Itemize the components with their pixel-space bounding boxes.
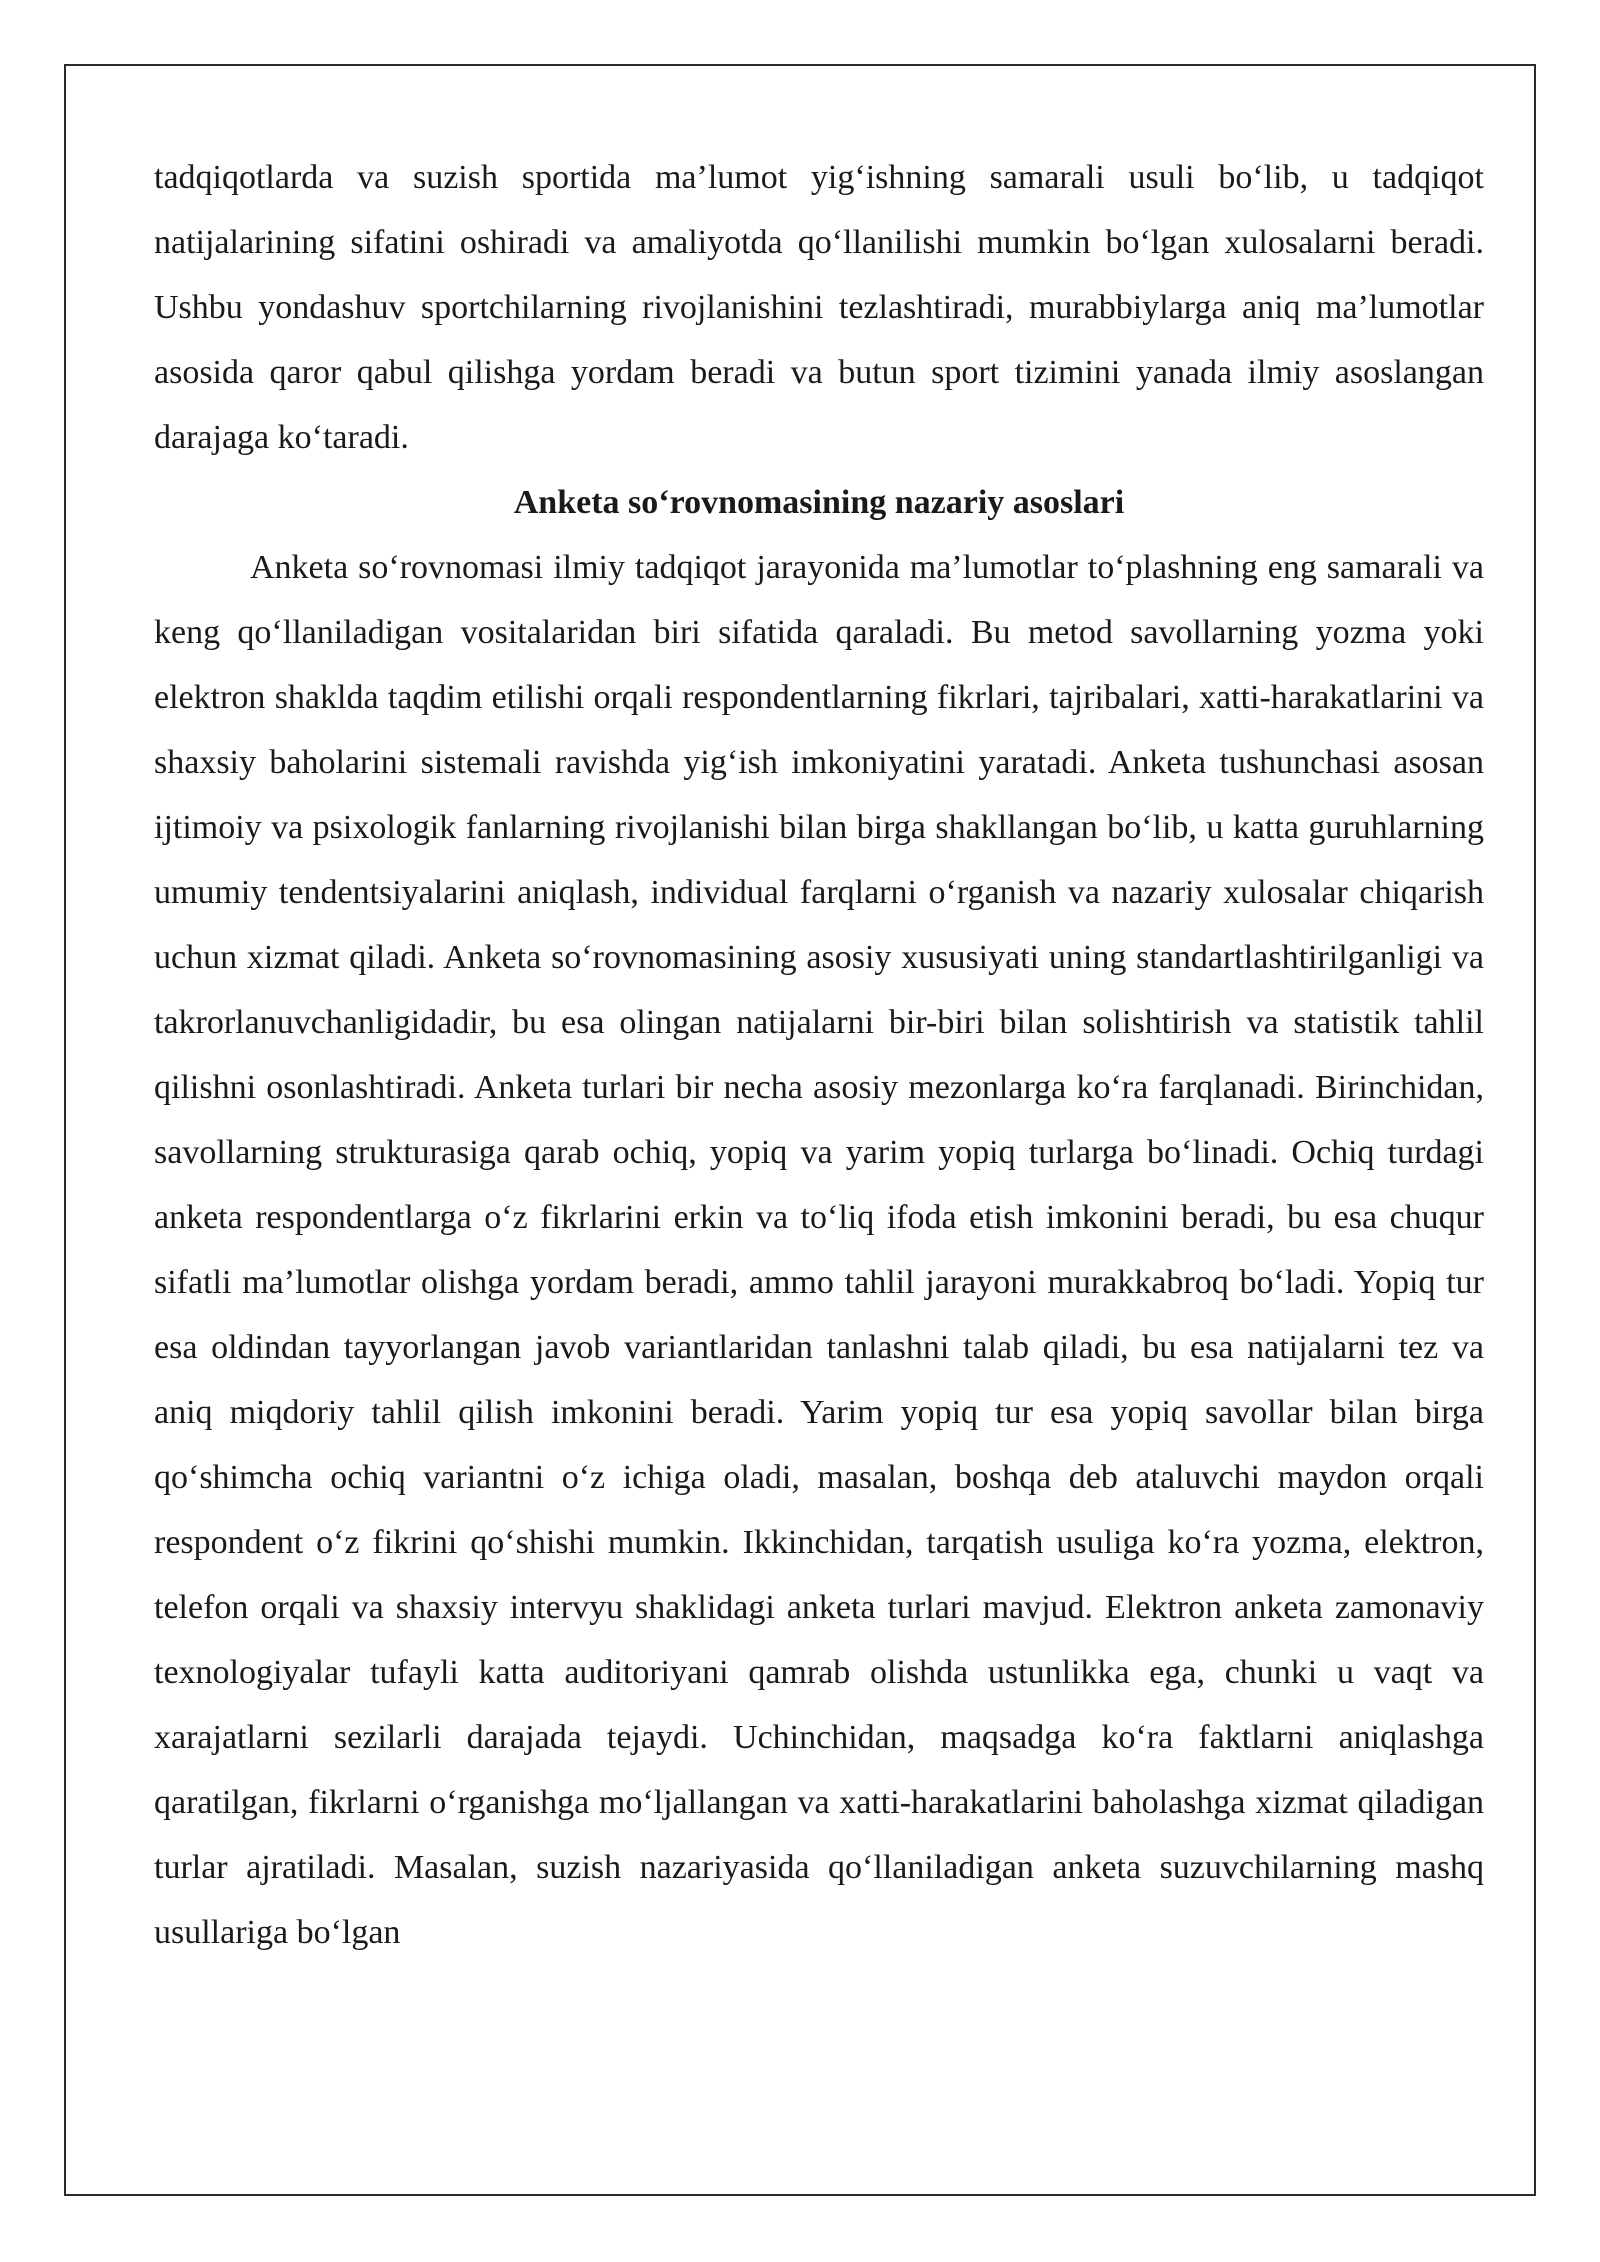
main-paragraph: Anketa so‘rovnomasi ilmiy tadqiqot jarayonida ma’lumotlar to‘plashning eng samarali va keng qo‘llaniladigan vositalaridan biri sifatida qaraladi. Bu metod savollarning yozma yoki elektron shaklda taqdim etilishi orqali respondentlarning fikrlari, tajribalari, xatti-harakatlarini va shaxsiy baholarini sistemali ravishda yig‘ish imkoniyatini yaratadi. Anketa tushunchasi asosan ijtimoiy va psixologik fanlarning rivojlanishi bilan birga shakllangan bo‘lib, u katta guruhlarning umumiy tendentsiyalarini aniqlash, individual farqlarni o‘rganish va nazariy xulosalar chiqarish uchun xizmat qiladi. Anketa so‘rovnomasining asosiy xususiyati uning standartlashtirilganligi va takrorlanuvchanligidadir, bu esa olingan natijalarni bir-biri bilan solishtirish va statistik tahlil qilishni osonlashtiradi. Anketa turlari bir necha asosiy mezonlarga ko‘ra farqlanadi. Birinchidan, savollarning strukturasiga qarab ochiq, yopiq va yarim yopiq turlarga bo‘linadi. Ochiq turdagi anketa respondentlarga o‘z fikrlarini erkin va to‘liq ifoda etish imkonini beradi, bu esa chuqur sifatli ma’lumotlar olishga yordam beradi, ammo tahlil jarayoni murakkabroq bo‘ladi. Yopiq tur esa oldindan tayyorlangan javob variantlaridan tanlashni talab qiladi, bu esa natijalarni tez va aniq miqdoriy tahlil qilish imkonini beradi. Yarim yopiq tur esa yopiq savollar bilan birga qo‘shimcha ochiq variantni o‘z ichiga oladi, masalan, boshqa deb ataluvchi maydon orqali respondent o‘z fikrini qo‘shishi mumkin. Ikkinchidan, tarqatish usuliga ko‘ra yozma, elektron, telefon orqali va shaxsiy intervyu shaklidagi anketa turlari mavjud. Elektron anketa zamonaviy texnologiyalar tufayli katta auditoriyani qamrab olishda ustunlikka ega, chunki u vaqt va xarajatlarni sezilarli darajada tejaydi. Uchinchidan, maqsadga ko‘ra faktlarni aniqlashga qaratilgan, fikrlarni o‘rganishga mo‘ljallangan va xatti-harakatlarini baholashga xizmat qiladigan turlar ajratiladi. Masalan, suzish nazariyasida qo‘llaniladigan anketa suzuvchilarning mashq usullariga bo‘lgan bbox=[154, 549, 1484, 1951]
document-body bbox=[154, 145, 1484, 1965]
continuation-paragraph: tadqiqotlarda va suzish sportida ma’lumot yig‘ishning samarali usuli bo‘lib, u tadqiqot natijalarining sifatini oshiradi va amaliyotda qo‘llanilishi mumkin bo‘lgan xulosalarni beradi. Ushbu yondashuv sportchilarning rivojlanishini tezlashtiradi, murabbiylarga aniq ma’lumotlar asosida qaror qabul qilishga yordam beradi va butun sport tizimini yanada ilmiy asoslangan darajaga ko‘taradi. bbox=[154, 159, 1484, 456]
section-heading: Anketa so‘rovnomasining nazariy asoslari bbox=[513, 484, 1125, 521]
